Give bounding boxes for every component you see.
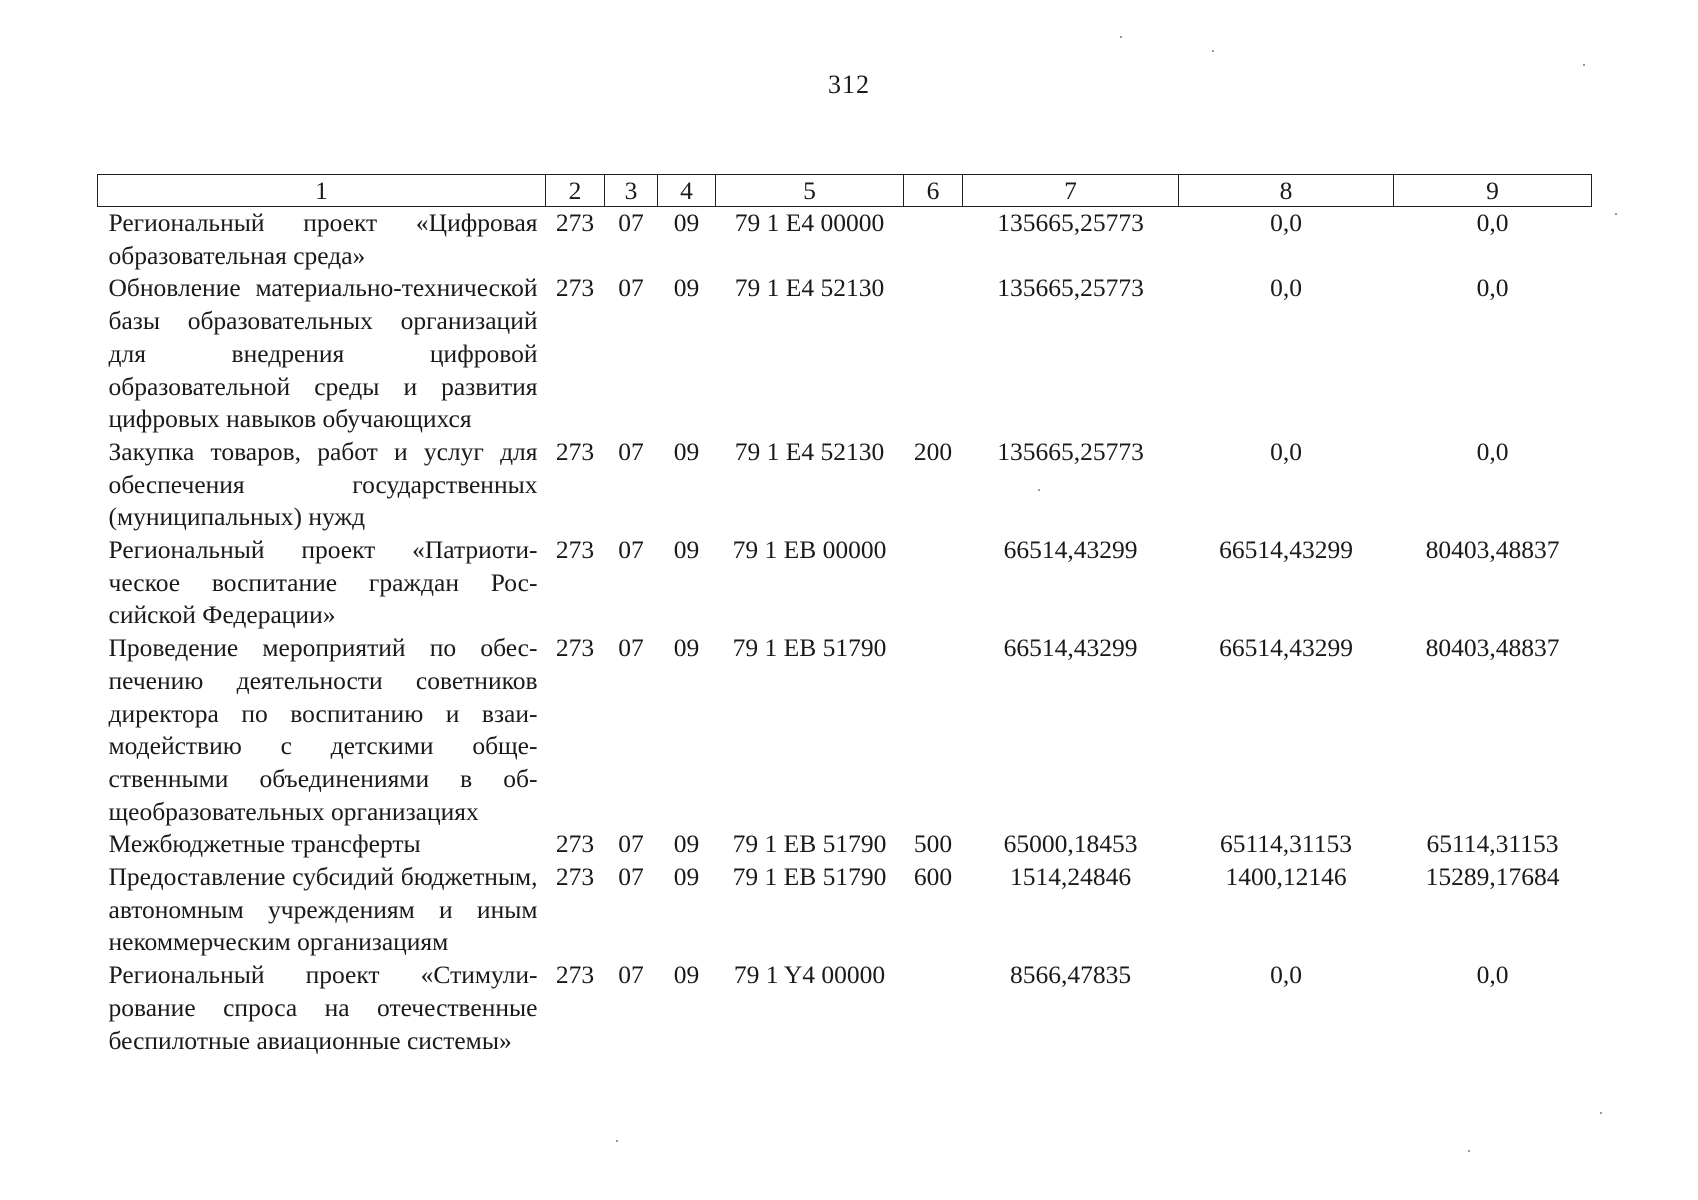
row-expense-type (904, 959, 963, 1057)
row-target-article: 79 1 EB 51790 (732, 862, 887, 892)
table-row (98, 436, 1592, 534)
row-amount-col7: 1514,24846 (1009, 862, 1132, 892)
header-col-1: 1 (98, 175, 546, 207)
header-col-4: 4 (658, 175, 716, 207)
header-col-9: 9 (1394, 175, 1592, 207)
row-name: Региональный проект «Стимулирование спроса на отечественные беспилотные авиационные системы» (108, 960, 538, 1055)
row-admin-code: 273 (555, 535, 595, 565)
page-number: 312 (828, 70, 870, 99)
header-col-3: 3 (605, 175, 658, 207)
row-target-article: 79 1 E4 52130 (734, 273, 885, 303)
row-subsection-code: 09 (673, 436, 700, 466)
row-admin-code: 273 (555, 829, 595, 859)
row-expense-type: 600 (913, 862, 953, 892)
row-amount-col7: 66514,43299 (1003, 633, 1138, 663)
row-expense-type (904, 632, 963, 828)
row-target-article: 79 1 Y4 00000 (733, 960, 886, 990)
row-expense-type (904, 207, 963, 273)
row-subsection-code: 09 (673, 208, 700, 237)
row-section-code: 07 (618, 633, 644, 663)
row-admin-code: 273 (555, 208, 595, 237)
row-amount-col8: 65114,31153 (1220, 829, 1352, 859)
row-amount-col7: 8566,47835 (1009, 960, 1132, 990)
header-col-2: 2 (546, 175, 605, 207)
table-row (98, 534, 1592, 632)
row-amount-col8: 1400,12146 (1225, 862, 1347, 892)
row-amount-col9: 80403,48837 (1425, 535, 1560, 565)
row-amount-col8: 0,0 (1270, 960, 1302, 990)
row-target-article: 79 1 EB 51790 (732, 829, 887, 859)
row-expense-type (904, 534, 963, 632)
row-name: Проведение мероприятий по обеспечению деятельности советников директора по воспитанию и взаимодействию с детскими общественными объединениями в общеобразовательных организациях (108, 633, 538, 826)
row-section-code: 07 (618, 436, 644, 466)
table-row (98, 959, 1592, 1057)
row-admin-code: 273 (555, 862, 595, 892)
row-admin-code: 273 (555, 960, 595, 990)
row-amount-col8: 0,0 (1270, 273, 1302, 303)
row-expense-type (904, 272, 963, 436)
row-subsection-code: 09 (673, 633, 700, 663)
table-row (98, 861, 1592, 959)
row-section-code: 07 (618, 273, 644, 303)
row-target-article: 79 1 EB 00000 (732, 535, 887, 565)
row-amount-col9: 0,0 (1476, 436, 1509, 466)
header-row (98, 175, 1592, 207)
row-amount-col9: 65114,31153 (1426, 829, 1559, 859)
row-section-code: 07 (618, 862, 644, 892)
row-section-code: 07 (618, 960, 644, 990)
row-name: Предоставление субсидий бюджетным, автономным учреждениям и иным некоммерческим организациям (108, 862, 538, 957)
row-amount-col9: 80403,48837 (1425, 633, 1560, 663)
row-admin-code: 273 (555, 436, 595, 466)
table-row (98, 272, 1592, 436)
header-col-5: 5 (716, 175, 904, 207)
row-amount-col9: 0,0 (1476, 208, 1509, 237)
table-row (98, 828, 1592, 861)
row-name: Обновление материально-технической базы образовательных организаций для внедрения цифровой образовательной среды и развития цифровых навыков обучающихся (108, 273, 538, 434)
row-expense-type: 500 (913, 829, 953, 859)
row-amount-col8: 0,0 (1270, 208, 1302, 237)
row-expense-type: 200 (913, 436, 953, 466)
budget-table (97, 174, 1592, 1057)
row-section-code: 07 (618, 535, 644, 565)
row-amount-col7: 135665,25773 (997, 273, 1144, 303)
row-admin-code: 273 (555, 633, 595, 663)
row-subsection-code: 09 (673, 829, 700, 859)
row-target-article: 79 1 E4 52130 (734, 436, 885, 466)
row-subsection-code: 09 (673, 535, 700, 565)
row-amount-col9: 15289,17684 (1425, 862, 1560, 892)
scan-speck (1120, 36, 1122, 38)
row-amount-col7: 135665,25773 (997, 436, 1144, 466)
row-section-code: 07 (618, 208, 644, 237)
row-name: Межбюджетные трансферты (108, 829, 421, 859)
row-subsection-code: 09 (673, 273, 700, 303)
row-name: Региональный проект «Цифровая образовательная среда» (108, 208, 538, 270)
row-amount-col7: 135665,25773 (997, 208, 1144, 237)
row-amount-col7: 65000,18453 (1003, 829, 1138, 859)
row-target-article: 79 1 EB 51790 (732, 633, 887, 663)
row-amount-col8: 66514,43299 (1219, 633, 1353, 663)
header-col-6: 6 (904, 175, 963, 207)
scan-speck (1212, 50, 1214, 52)
table-row (98, 632, 1592, 828)
scan-speck (1600, 1112, 1602, 1114)
row-section-code: 07 (618, 829, 644, 859)
scan-speck (1583, 64, 1585, 66)
table-row (98, 207, 1592, 273)
row-amount-col9: 0,0 (1476, 273, 1509, 303)
row-amount-col8: 0,0 (1270, 436, 1302, 466)
row-name: Региональный проект «Патриотическое воспитание граждан Российской Федерации» (108, 535, 538, 630)
row-admin-code: 273 (555, 273, 595, 303)
header-col-8: 8 (1179, 175, 1394, 207)
row-target-article: 79 1 E4 00000 (734, 208, 885, 237)
row-amount-col8: 66514,43299 (1219, 535, 1353, 565)
scan-speck (1038, 489, 1040, 491)
row-subsection-code: 09 (673, 960, 700, 990)
scan-speck (1468, 1150, 1470, 1152)
row-amount-col9: 0,0 (1476, 960, 1509, 990)
scan-speck (616, 1140, 618, 1142)
row-amount-col7: 66514,43299 (1003, 535, 1138, 565)
row-name: Закупка товаров, работ и услуг для обеспечения государственных (муниципальных) нужд (108, 436, 538, 532)
row-subsection-code: 09 (673, 862, 700, 892)
header-col-7: 7 (963, 175, 1179, 207)
scan-speck (1615, 213, 1617, 215)
